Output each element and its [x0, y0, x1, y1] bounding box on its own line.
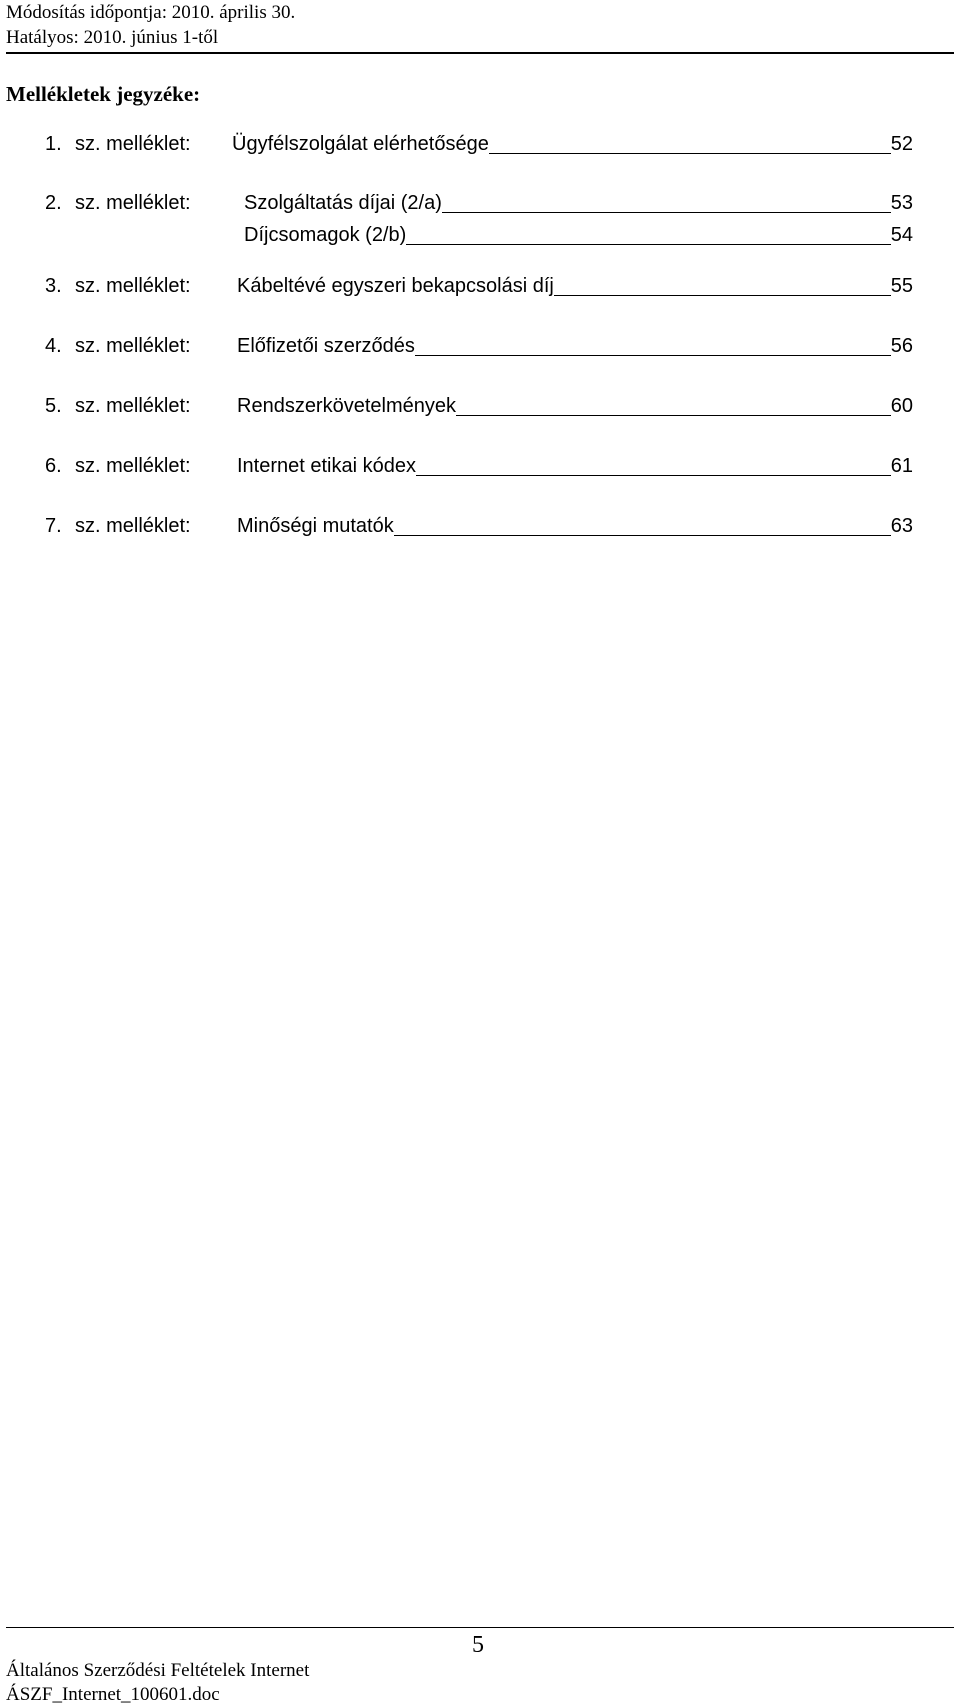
- toc-entry-number: 7.: [45, 515, 62, 537]
- page-header: [6, 0, 954, 54]
- toc-leader-line: [442, 212, 891, 213]
- toc-entry-title: Minőségi mutatók: [237, 515, 394, 537]
- toc-entry-number: 3.: [45, 275, 62, 297]
- toc-entry-lead: sz. melléklet:: [75, 275, 191, 297]
- toc-entry-number: 1.: [45, 133, 62, 155]
- toc-entry-title: Ügyfélszolgálat elérhetősége: [232, 133, 489, 155]
- toc-entry-lead: sz. melléklet:: [75, 395, 191, 417]
- effective-date: Hatályos: 2010. június 1-től: [6, 27, 219, 48]
- toc-entry-page: 53: [890, 192, 913, 214]
- footer-document-title: Általános Szerződési Feltételek Internet: [6, 1660, 310, 1681]
- toc-entry-5[interactable]: [45, 390, 913, 420]
- modification-date: Módosítás időpontja: 2010. április 30.: [6, 2, 296, 23]
- toc-entry-7[interactable]: [45, 510, 913, 540]
- toc-entry-page: 54: [890, 224, 913, 246]
- toc-entry-page: 56: [890, 335, 913, 357]
- toc-entry-title: Rendszerkövetelmények: [237, 395, 456, 417]
- toc-entry-title: Előfizetői szerződés: [237, 335, 415, 357]
- toc-entry-6[interactable]: [45, 450, 913, 480]
- toc-leader-line: [456, 415, 891, 416]
- toc-entry-lead: sz. melléklet:: [75, 192, 191, 214]
- section-title: Mellékletek jegyzéke:: [6, 82, 201, 106]
- toc-entry-lead: sz. melléklet:: [75, 515, 191, 537]
- toc-entry-number: 5.: [45, 395, 62, 417]
- toc-entry-page: 61: [890, 455, 913, 477]
- toc-entry-lead: sz. melléklet:: [75, 133, 191, 155]
- toc-entry-2b[interactable]: [45, 219, 913, 249]
- toc-leader-line: [394, 535, 891, 536]
- toc-entry-title: Internet etikai kódex: [237, 455, 416, 477]
- toc-leader-line: [415, 355, 891, 356]
- toc-leader-line: [406, 244, 890, 245]
- toc-leader-line: [554, 295, 891, 296]
- toc-entry-2a[interactable]: [45, 187, 913, 217]
- toc-entry-page: 55: [890, 275, 913, 297]
- toc-entry-page: 63: [890, 515, 913, 537]
- toc-entry-title: Szolgáltatás díjai (2/a): [244, 192, 442, 214]
- toc-entry-page: 52: [890, 133, 913, 155]
- toc-entry-title: Kábeltévé egyszeri bekapcsolási díj: [237, 275, 554, 297]
- toc-entry-number: 2.: [45, 192, 62, 214]
- toc-entry-4[interactable]: [45, 330, 913, 360]
- page-number: 5: [472, 1632, 484, 1658]
- toc-entry-number: 6.: [45, 455, 62, 477]
- footer-file-name: ÁSZF_Internet_100601.doc: [6, 1684, 220, 1705]
- toc-entry-number: 4.: [45, 335, 62, 357]
- toc-entry-page: 60: [890, 395, 913, 417]
- toc-entry-lead: sz. melléklet:: [75, 335, 191, 357]
- toc-entry-3[interactable]: [45, 270, 913, 300]
- toc-entry-1[interactable]: [45, 128, 913, 158]
- toc-leader-line: [489, 153, 891, 154]
- footer-divider: [6, 1627, 954, 1628]
- toc-leader-line: [416, 475, 891, 476]
- toc-entry-title: Díjcsomagok (2/b): [244, 224, 407, 246]
- toc-entry-lead: sz. melléklet:: [75, 455, 191, 477]
